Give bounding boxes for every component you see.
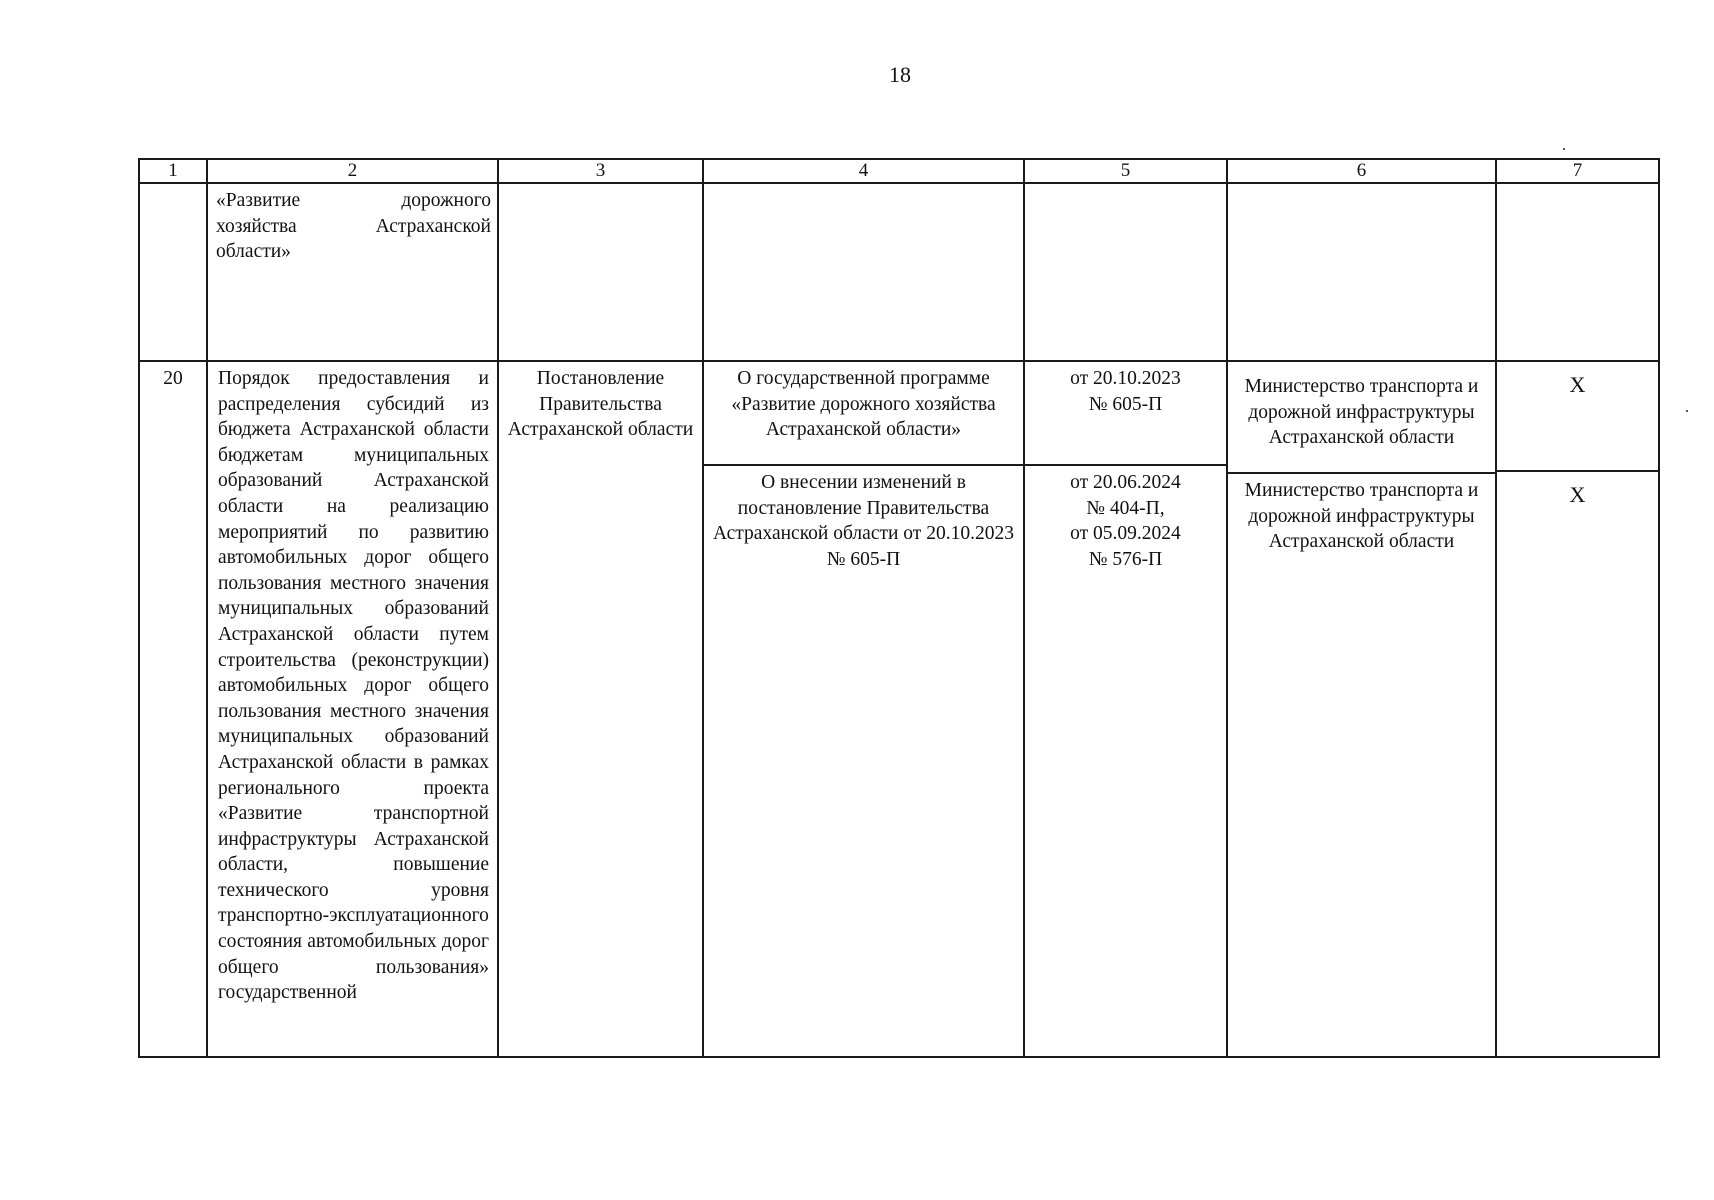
regulation-name (207, 361, 498, 1057)
continued-col7 (1496, 183, 1659, 361)
mark-2: X (1497, 470, 1658, 508)
mark-1: X (1569, 372, 1586, 397)
continued-row (139, 183, 1659, 361)
continued-col6 (1227, 183, 1496, 361)
date-number-2-line-2: № 404-П, (1086, 497, 1165, 519)
dates-numbers-cell (1024, 361, 1227, 1057)
document-titles-cell (703, 361, 1024, 1057)
continued-col4 (703, 183, 1024, 361)
document-title-1: О государственной программе «Развитие дорожного хозяйства Астраханской области» (731, 368, 996, 441)
regulations-table (138, 158, 1660, 1058)
date-number-1-line-1: от 20.10.2023 (1070, 368, 1181, 389)
column-header-1: 1 (139, 159, 207, 183)
continued-program-name (207, 183, 498, 361)
date-number-2-line-3: от 05.09.2024 (1070, 523, 1181, 545)
column-header-5: 5 (1024, 159, 1227, 183)
continued-col5 (1024, 183, 1227, 361)
responsible-cell (1227, 361, 1496, 1057)
responsible-1: Министерство транспорта и дорожной инфраструктуры Астраханской области (1244, 376, 1479, 449)
date-number-2 (1025, 464, 1226, 572)
column-header-row (139, 159, 1659, 183)
column-header-4: 4 (703, 159, 1024, 183)
column-header-3: 3 (498, 159, 703, 183)
page-number: 18 (889, 62, 911, 87)
document-type-text: Постановление Правительства Астраханской области (507, 368, 694, 441)
table-row-20 (139, 361, 1659, 1057)
date-number-1 (1025, 362, 1226, 464)
document-type (498, 361, 703, 1057)
date-number-2-line-1: от 20.06.2024 (1070, 472, 1181, 493)
continued-col3 (498, 183, 703, 361)
responsible-2: Министерство транспорта и дорожной инфраструктуры Астраханской области (1228, 472, 1495, 555)
date-number-1-line-2: № 605-П (1088, 393, 1163, 415)
date-number-2-line-4: № 576-П (1088, 548, 1163, 570)
continued-line-1: «Развитие дорожного (216, 190, 491, 211)
document-title-2: О внесении изменений в постановление Правительства Астраханской области от 20.10.2023 № 605-П (704, 464, 1023, 572)
scan-speck (1686, 410, 1688, 412)
scan-speck (1563, 148, 1565, 150)
mark-cell (1496, 361, 1659, 1057)
column-header-2: 2 (207, 159, 498, 183)
column-header-6: 6 (1227, 159, 1496, 183)
continued-line-2: хозяйства Астраханской (216, 215, 491, 237)
row-number: 20 (139, 361, 207, 1057)
regulation-name-text: Порядок предоставления и распределения субсидий из бюджета Астраханской области бюджетам муниципальных образований Астраханской области на реализацию мероприятий по развитию автомобильных дорог общего пользования местного значения муниципальных образований Астраханской области путем строительства (реконструкции) автомобильных дорог общего пользования местного значения муниципальных образований Астраханской области в рамках регионального проекта «Развитие транспортной инфраструктуры Астраханской области, повышение технического уровня транспортно-эксплуатационного состояния автомобильных дорог общего пользования» государственной (218, 368, 489, 1004)
continued-line-3: области» (216, 241, 291, 263)
column-header-7: 7 (1496, 159, 1659, 183)
continued-col1 (139, 183, 207, 361)
